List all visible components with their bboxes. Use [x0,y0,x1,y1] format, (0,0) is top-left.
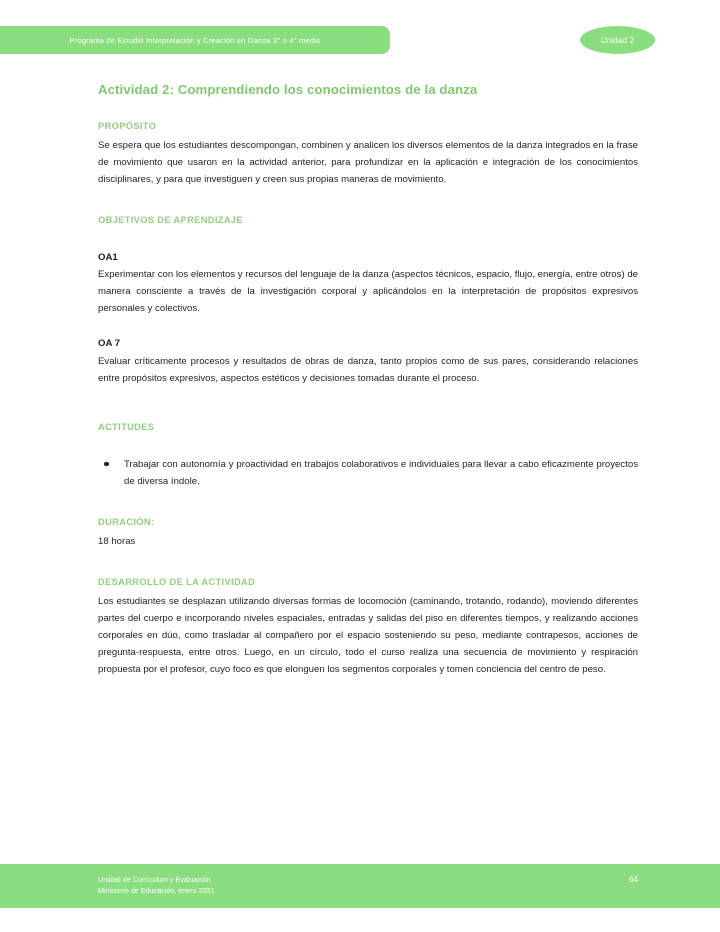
section-heading-duracion [98,516,638,528]
unit-badge [580,26,655,54]
section-heading-desarrollo: DESARROLLO DE LA ACTIVIDAD [98,576,256,587]
program-title-bar [0,26,390,54]
duracion-heading-label: DURACIÓN [98,516,151,527]
page-content [98,82,638,678]
unit-badge-label: Unidad 2 [600,35,635,45]
section-heading-actitudes: ACTITUDES [98,421,155,432]
actitudes-list [98,456,638,490]
oa-text-2: Evaluar críticamente procesos y resultados de obras de danza, tanto propios como de sus pares, considerando relaciones entre propósitos expresivos, aspectos estéticos y decisiones tomadas durante el proceso. [98,355,638,384]
desarrollo-text: Los estudiantes se desplazan utilizando diversas formas de locomoción (caminando, trotando, rodando), moviendo diferentes partes del cuerpo e incorporando niveles espaciales, entradas y salidas del piso en diferentes tiempos, y realizando acciones corporales en dúo, como trasladar al compañero por el espacio sosteniendo su peso, mediante contrapesos, acciones de pregunta-respuesta, entre otros. Luego, en un círculo, todo el curso realiza una secuencia de movimiento y respiración propuesta por el profesor, cuyo foco es que elonguen los segmentos corporales y tomen conciencia del centro de peso. [98,596,638,676]
list-item [98,456,638,490]
duracion-value: 18 horas [98,535,136,547]
page-header [0,0,720,80]
oa-code-1: OA1 [98,252,118,264]
actitud-text: Trabajar con autonomía y proactividad en trabajos colaborativos e individuales para llevar a cabo eficazmente proyectos de diversa índole. [124,458,638,487]
footer-line-2: Ministerio de Educación, enero 2021 [98,886,215,896]
section-heading-proposito: PROPÓSITO [98,120,157,131]
oa-text-1: Experimentar con los elementos y recursos del lenguaje de la danza (aspectos técnicos, espacio, flujo, energía, entre otros) de manera consciente a través de la investigación corporal y aplicándolos en la interpretación de propósitos expresivos personales y colectivos. [98,269,638,315]
section-heading-objetivos: OBJETIVOS DE APRENDIZAJE [98,215,243,226]
program-title-text: Programa de Estudio Interpretación y Creación en Danza 3° o 4° medio [69,35,321,45]
duracion-heading-colon: : [150,516,155,527]
page-footer [0,864,720,908]
page-title: Actividad 2: Comprendiendo los conocimientos de la danza [98,82,478,97]
oa-code-2: OA 7 [98,338,121,350]
proposito-text: Se espera que los estudiantes descompongan, combinen y analicen los diversos elementos de la danza integrados en la frase de movimiento que usaron en la actividad anterior, para profundizar en la aplicación e integración de los conocimientos disciplinares, y para que investiguen y creen sus propias maneras de movimiento. [98,139,638,186]
bullet-icon [104,462,109,467]
footer-line-1: Unidad de Currículum y Evaluación [98,875,211,884]
page-number: 64 [629,875,638,884]
footer-organization [98,874,215,896]
